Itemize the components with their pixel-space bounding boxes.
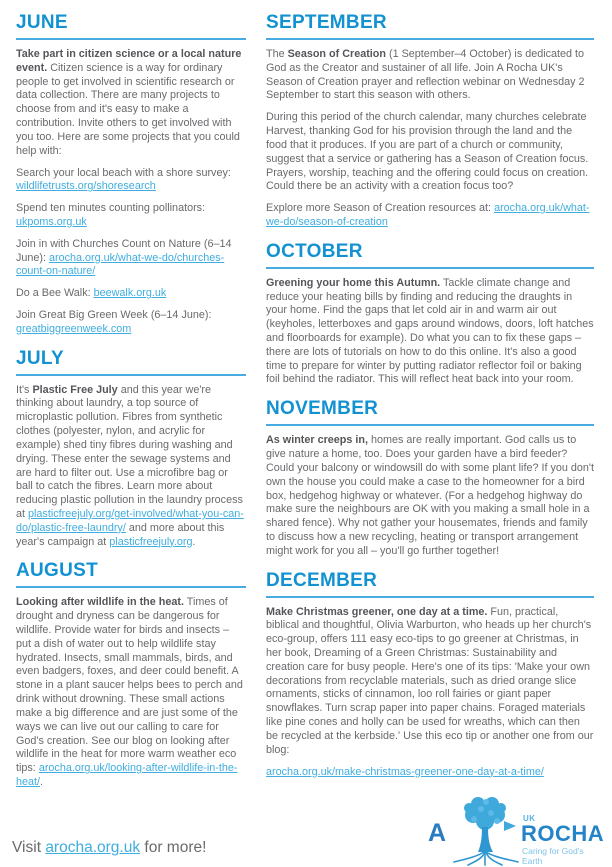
body-text: Search your local beach with a shore survey: — [16, 166, 231, 179]
link-greatbiggreenweek-com[interactable]: greatbiggreenweek.com — [16, 322, 132, 335]
body-text: Citizen science is a way for ordinary people to get involved in scientific research or data collection. There are many projects to choose from and it's easy to make a contribution. Invite others to get involved with you too. Here are some projects that you could help with: — [16, 61, 240, 157]
body-text: Explore more Season of Creation resources at: — [266, 202, 495, 215]
body-text: Join Great Big Green Week (6–14 June): — [16, 309, 212, 321]
footer — [0, 787, 612, 867]
footer-arocha-link[interactable]: arocha.org.uk — [45, 839, 141, 856]
body-text: . — [40, 775, 44, 788]
link-plasticfreejuly-org-get-involved-what-you-can-do[interactable]: plasticfreejuly.org/get-involved/what-you-can-do/plastic-free-laundry/ — [16, 507, 244, 534]
link-ukpoms-org-uk[interactable]: ukpoms.org.uk — [16, 215, 87, 228]
body-text: Fun, practical, biblical and thoughtful, Olivia Warburton, who heads up her church's eco-group, offers 111 easy eco-tips to go greener at Christmas, in her book, Dreaming of a Green Christmas: Sustainability and creation care for busy people. Here's one of its tips: 'Make your own decorations from recyclable materials, such as dried orange slice ornaments, sticks of cinnamon, loo roll fairies or giant paper snowflakes. Turn scrap paper into paper chains. Foraged materials like pine cones and holly can be used for wreaths, which can then be recycled at the kerbside.' Use this eco tip or another one from our blog: — [266, 605, 594, 756]
body-text: and this year we're thinking about laundry, a top source of microplastic pollution. Fibres from synthetic clothes (polyester, nylon, and acrylic for example) shed tiny fibres during washing and drying. These enter the sewage systems and are hard to filter out. Use a microfibre bag or ball to catch the fibres. Learn more about reducing plastic pollution in the laundry process at — [16, 383, 243, 520]
month-heading-november: NOVEMBER — [266, 398, 594, 426]
tree-icon — [440, 795, 530, 867]
bold-text: Make Christmas greener, one day at a time. — [266, 605, 488, 618]
link-arocha-org-uk-what-we-do-churches-count-on-natur[interactable]: arocha.org.uk/what-we-do/churches-count-on-nature/ — [16, 251, 225, 278]
arocha-uk-logo — [422, 795, 605, 867]
body-text: It's — [16, 383, 33, 396]
link-arocha-org-uk-what-we-do-season-of-creation[interactable]: arocha.org.uk/what-we-do/season-of-creation — [266, 202, 590, 228]
body-text: (1 September–4 October) is dedicated to God as the Creator and sustainer of all life. Join A Rocha UK's Season of Creation prayer and reflection webinar on Wednesday 2 September to start this season with others. — [266, 48, 585, 102]
month-heading-august: AUGUST — [16, 560, 246, 588]
column-right — [266, 12, 594, 801]
body-text: Tackle climate change and reduce your heating bills by finding and reducing the draughts in your home. Find the gaps that let cold air in and warm air out (keyholes, letterboxes and gaps around windows, doors, loft hatches and floorboards for example). Do what you can to fix these gaps – there are lots of tutorials on how to do this online. It's also a good time to prepare for winter by putting radiator reflector foil or baking foil behind the radiator. This will reflect heat back into your room. — [266, 276, 594, 386]
section-november — [266, 398, 594, 558]
link-arocha-org-uk-make-christmas-greener-one-day-at-[interactable]: arocha.org.uk/make-christmas-greener-one-day-at-a-time/ — [266, 765, 544, 778]
link-beewalk-org-uk[interactable]: beewalk.org.uk — [93, 287, 167, 300]
body-text: Do a Bee Walk: — [16, 287, 94, 300]
paragraph — [266, 202, 594, 230]
section-august — [16, 560, 246, 789]
paragraph — [16, 48, 246, 159]
month-heading-october: OCTOBER — [266, 241, 594, 269]
paragraph — [266, 48, 594, 103]
link-arocha-org-uk-looking-after-wildlife-in-the-heat[interactable]: arocha.org.uk/looking-after-wildlife-in-the-heat/ — [16, 762, 238, 788]
body-text: Times of drought and dryness can be dangerous for wildlife. Provide water for birds and insects – put a dish of water out to help wildlife stay hydrated. Insects, small mammals, birds, and even badgers, foxes, and deer could benefit. A stone in a plant saucer helps bees to perch and drink without drowning. These small actions make a big difference and are just some of the ways we can live out our calling to care for God's creation. See our blog on looking after wildlife in the heat for more warm weather eco tips: — [16, 596, 243, 775]
link-plasticfreejuly-org[interactable]: plasticfreejuly.org — [109, 535, 193, 548]
section-december — [266, 570, 594, 780]
logo-letter-a: A — [428, 819, 447, 847]
bold-text: Greening your home this Autumn. — [266, 276, 441, 289]
month-heading-december: DECEMBER — [266, 570, 594, 598]
section-july — [16, 348, 246, 550]
month-heading-july: JULY — [16, 348, 246, 376]
month-heading-june: JUNE — [16, 12, 246, 40]
body-text: Join in with Churches Count on Nature (6–14 June): — [16, 237, 232, 264]
paragraph — [266, 111, 594, 194]
paragraph — [16, 596, 246, 789]
paragraph — [266, 434, 594, 558]
bold-text: Season of Creation — [287, 48, 386, 60]
section-june — [16, 12, 246, 337]
paragraph — [16, 309, 246, 337]
logo-tagline: Caring for God's Earth — [522, 846, 584, 866]
paragraph — [16, 287, 246, 301]
paragraph — [266, 606, 594, 758]
column-left — [16, 12, 246, 801]
paragraph — [266, 277, 594, 388]
bold-text: Take part in citizen science or a local nature event. — [16, 48, 242, 74]
paragraph — [266, 766, 594, 780]
bold-text: Plastic Free July — [32, 383, 118, 396]
paragraph — [16, 167, 246, 195]
section-september — [266, 12, 594, 230]
month-heading-september: SEPTEMBER — [266, 12, 594, 40]
body-text: homes are really important. God calls us to give nature a home, too. Does your garden have a bird feeder? Could your balcony or windowsill do with some plant life? If you don't own the house you could make a case to the homeowner for a bird box, hedgehog highway or whatever. (For a hedgehog highway do make sure the neighbours are OK with you making a small hole in a shared fence). Why not gather your housemates, friends and family to discuss how a new recycling, heating or transport arrangement might work for you all – you'll go further together! — [266, 434, 594, 557]
body-text: Spend ten minutes counting pollinators: — [16, 202, 206, 215]
paragraph — [16, 384, 246, 550]
footer-visit-line — [12, 839, 206, 857]
body-text: . — [192, 535, 196, 548]
body-text: During this period of the church calendar, many churches celebrate Harvest, thanking God for his provision through the land and the food that it produces. If you are part of a church or community, suggest that a service or gathering has a Season of Creation focus. Prayers, worship, teaching and the offering could focus on creation. Could there be an activity with a creation focus too? — [266, 111, 589, 193]
bold-text: As winter creeps in, — [266, 434, 369, 447]
bold-text: Looking after wildlife in the heat. — [16, 596, 184, 609]
logo-uk-label: UK — [523, 814, 536, 823]
link-wildlifetrusts-org-shoresearch[interactable]: wildlifetrusts.org/shoresearch — [16, 180, 156, 193]
paragraph — [16, 238, 246, 279]
visit-text-suffix: for more! — [140, 839, 207, 856]
logo-rocha-label: ROCHA — [521, 821, 605, 846]
body-text: The — [266, 48, 288, 60]
paragraph — [16, 202, 246, 230]
visit-text-prefix: Visit — [12, 839, 46, 856]
section-october — [266, 241, 594, 388]
body-text: and more about this year's campaign at — [16, 521, 225, 548]
